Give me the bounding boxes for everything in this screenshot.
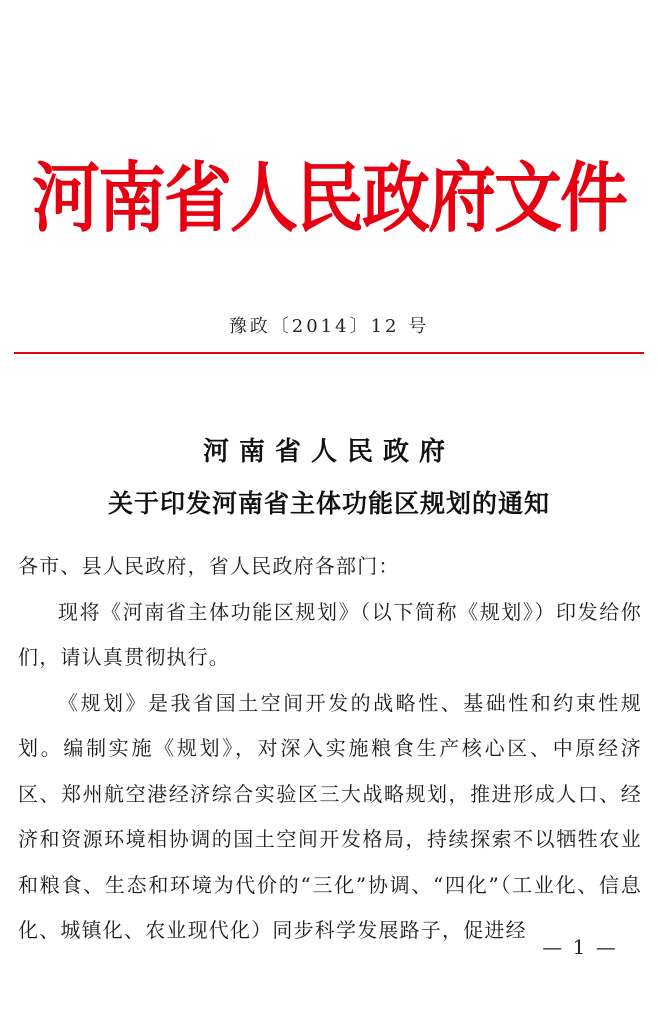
masthead-title: 河南省人民政府文件 bbox=[31, 155, 626, 244]
body-paragraph-2: 《规划》是我省国土空间开发的战略性、基础性和约束性规划。编制实施《规划》，对深入实施粮食生产核心区、中原经济区、郑州航空港经济综合实验区三大战略规划，推进形成人口、经济和资源环境相协调的国土空间开发格局，持续探索不以牺牲农业和粮食、生态和环境为代价的“三化”协调、“四化”（工业化、信息化、城镇化、农业现代化）同步科学发展路子，促进经 bbox=[18, 690, 642, 942]
page-number: — 1 — bbox=[542, 935, 618, 959]
salutation: 各市、县人民政府，省人民政府各部门： bbox=[18, 554, 400, 578]
document-body bbox=[18, 544, 642, 954]
body-paragraph-1: 现将《河南省主体功能区规划》（以下简称《规划》）印发给你们，请认真贯彻执行。 bbox=[18, 599, 642, 669]
title-subject: 关于印发河南省主体功能区规划的通知 bbox=[107, 489, 550, 518]
document-number: 豫政〔2014〕12 号 bbox=[228, 316, 430, 337]
title-issuer: 河南省人民政府 bbox=[202, 437, 455, 467]
red-separator-line bbox=[14, 352, 644, 354]
